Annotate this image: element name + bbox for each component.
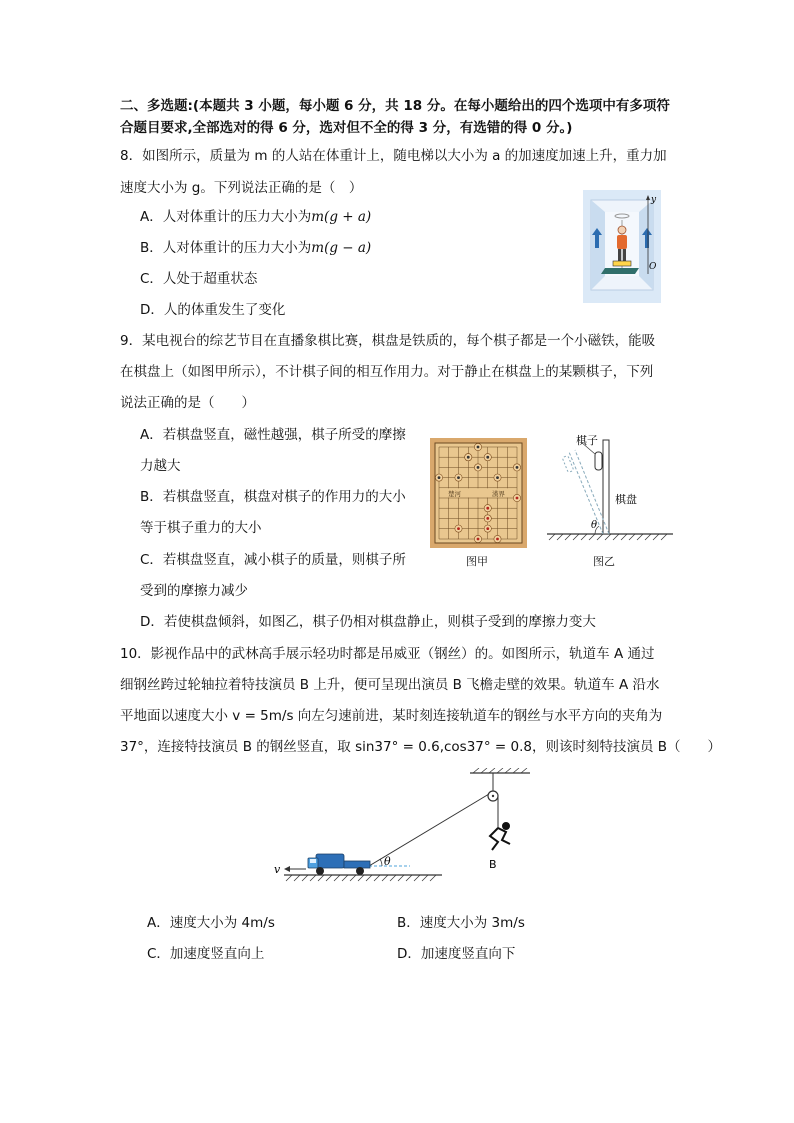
q8-stem-line2: 速度大小为 g。下列说法正确的是（ ） <box>120 180 363 196</box>
figure-yi-caption: 图乙 <box>593 555 615 568</box>
q10-stem-line3: 平地面以速度大小 v = 5m/s 向左匀速前进，某时刻连接轨道车的钢丝与水平方向的夹角为 <box>120 708 663 724</box>
tilted-board-piece-label: 棋子 <box>576 434 598 447</box>
q8-option-b[interactable]: B．人对体重计的压力大小为m(g − a) <box>140 240 372 256</box>
q9-stem-line3: 说法正确的是（ ） <box>120 395 255 411</box>
q9-stem-line1: 9．某电视台的综艺节目在直播象棋比赛，棋盘是铁质的，每个棋子都是一个小磁铁，能吸 <box>120 333 656 349</box>
section-header-line1: 二、多选题:(本题共 3 小题，每小题 6 分，共 18 分。在每小题给出的四个选项中有多项符 <box>120 98 670 114</box>
q9-option-b-line1[interactable]: B．若棋盘竖直，棋盘对棋子的作用力的大小 <box>140 489 406 505</box>
q9-stem-line2: 在棋盘上（如图甲所示），不计棋子间的相互作用力。对于静止在棋盘上的某颗棋子，下列 <box>120 364 654 380</box>
elevator-axis-y: y <box>651 195 657 205</box>
elevator-axis-o: O <box>649 262 657 272</box>
q9-option-d[interactable]: D．若使棋盘倾斜，如图乙，棋子仍相对棋盘静止，则棋子受到的摩擦力变大 <box>140 614 596 630</box>
q10-stem-line1: 10．影视作品中的武林高手展示轻功时都是吊威亚（钢丝）的。如图所示，轨道车 A 通过 <box>120 646 655 662</box>
figure-jia-caption: 图甲 <box>466 555 488 568</box>
q9-option-c-line1[interactable]: C．若棋盘竖直，减小棋子的质量，则棋子所 <box>140 552 406 568</box>
performer-b-label: B <box>489 858 497 871</box>
q10-stem-line2: 细钢丝跨过轮轴拉着特技演员 B 上升，便可呈现出演员 B 飞檐走壁的效果。轨道车 A 沿水 <box>120 677 660 693</box>
q8-option-d[interactable]: D．人的体重发生了变化 <box>140 302 286 318</box>
q9-option-b-line2: 等于棋子重力的大小 <box>140 520 262 536</box>
tilted-board-theta: θ <box>591 520 598 531</box>
wire-truck-figure <box>270 768 540 898</box>
q9-option-a-line2: 力越大 <box>140 458 181 474</box>
q9-option-c-line2: 受到的摩擦力减少 <box>140 583 248 599</box>
q9-option-a-line1[interactable]: A．若棋盘竖直，磁性越强，棋子所受的摩擦 <box>140 427 406 443</box>
velocity-v-label: v <box>274 863 281 876</box>
q10-stem-line4: 37°，连接特技演员 B 的钢丝竖直，取 sin37° = 0.6,cos37° = 0.8，则该时刻特技演员 B（ ） <box>120 739 722 755</box>
q10-option-b[interactable]: B．速度大小为 3m/s <box>397 915 525 931</box>
tilted-board-board-label: 棋盘 <box>615 493 637 506</box>
q8-option-a[interactable]: A．人对体重计的压力大小为m(g + a) <box>140 209 372 225</box>
elevator-figure <box>583 190 661 303</box>
wire-angle-theta: θ <box>384 855 391 868</box>
section-header-line2: 合题目要求,全部选对的得 6 分，选对但不全的得 3 分，有选错的得 0 分。) <box>120 120 573 136</box>
q10-option-d[interactable]: D．加速度竖直向下 <box>397 946 516 962</box>
chessboard-river-right: 漢界 <box>492 490 505 498</box>
chessboard-river-left: 楚河 <box>448 490 461 498</box>
q10-option-c[interactable]: C．加速度竖直向上 <box>147 946 265 962</box>
q8-stem-line1: 8．如图所示，质量为 m 的人站在体重计上，随电梯以大小为 a 的加速度加速上升，重力加 <box>120 148 667 164</box>
q8-option-c[interactable]: C．人处于超重状态 <box>140 271 258 287</box>
tilted-board-figure <box>545 430 675 545</box>
q10-option-a[interactable]: A．速度大小为 4m/s <box>147 915 275 931</box>
chessboard-figure <box>430 438 527 548</box>
